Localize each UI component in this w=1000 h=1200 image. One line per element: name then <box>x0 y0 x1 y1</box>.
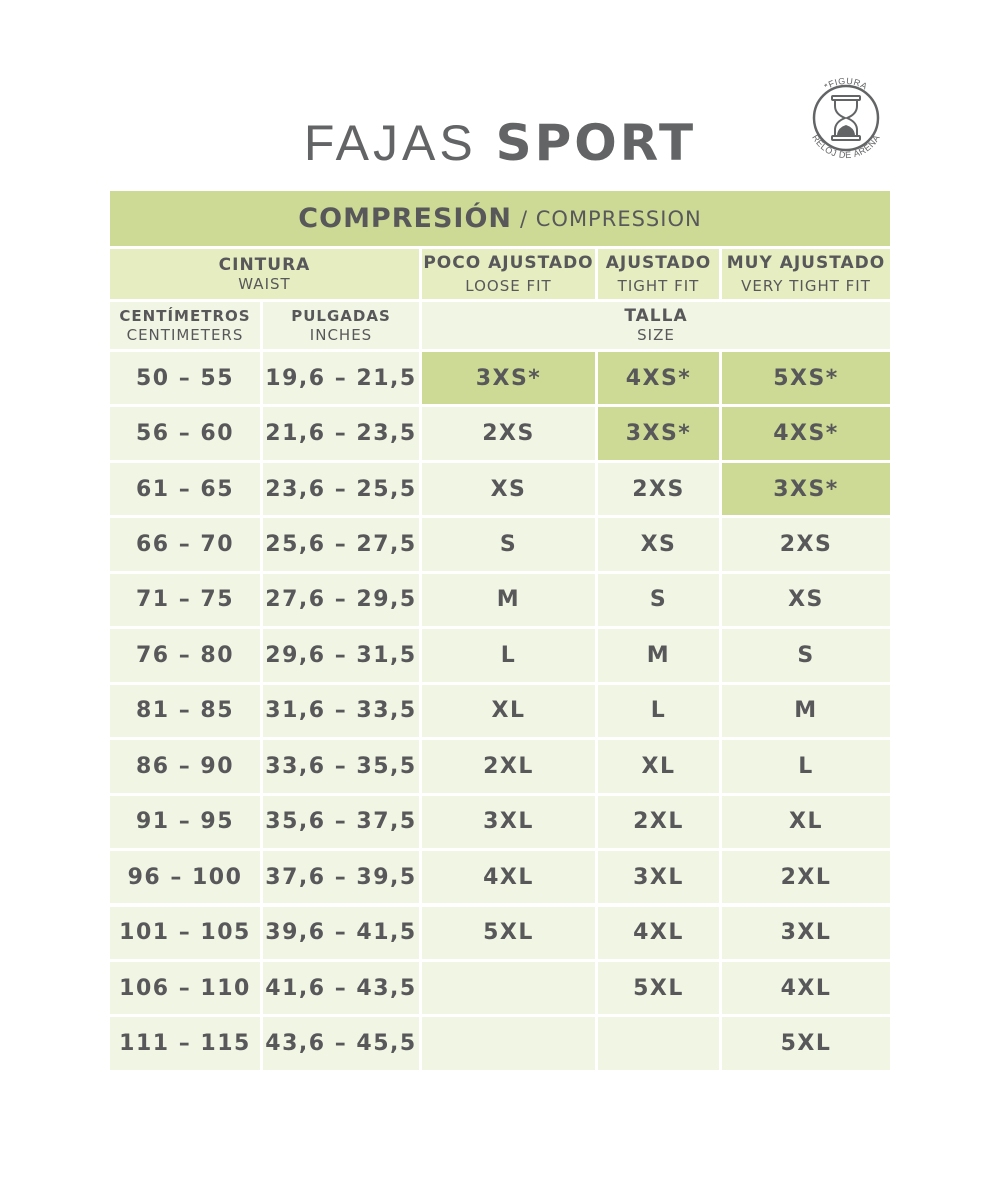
tight-fit-cell <box>598 574 719 626</box>
cell-value: 31,6 – 33,5 <box>265 698 417 724</box>
loose-fit-cell <box>422 352 595 404</box>
cell-value: 37,6 – 39,5 <box>265 864 417 890</box>
cell-value: 2XS <box>779 532 833 558</box>
badge-bottom-text: RELOJ DE ARENA <box>810 132 882 161</box>
very-tight-fit-cell <box>722 352 890 404</box>
cell-value: 86 – 90 <box>135 753 235 779</box>
cell-value: 4XL <box>483 864 534 890</box>
inches-header <box>263 302 419 349</box>
cell-value: 111 – 115 <box>119 1031 251 1057</box>
waist-label: CINTURA <box>218 254 311 275</box>
badge-top-text: *FIGURA <box>822 75 870 92</box>
cm-cell <box>110 1017 260 1069</box>
inches-cell <box>263 352 419 404</box>
tight-fit-cell <box>598 629 719 681</box>
cell-value: 39,6 – 41,5 <box>265 920 417 946</box>
inches-cell <box>263 907 419 959</box>
loose-fit-cell <box>422 685 595 737</box>
waist-header <box>110 249 419 299</box>
cell-value: 3XS* <box>475 365 542 391</box>
loose-fit-label: POCO AJUSTADO <box>423 252 594 273</box>
cm-cell <box>110 352 260 404</box>
tight-fit-cell <box>598 796 719 848</box>
cell-value: 4XL <box>633 920 684 946</box>
cell-value: 5XL <box>780 1031 832 1057</box>
cm-cell <box>110 629 260 681</box>
waist-label-en: WAIST <box>238 274 291 293</box>
cell-value: 101 – 105 <box>119 920 251 946</box>
very-tight-fit-cell <box>722 629 890 681</box>
cell-value: 3XL <box>483 809 534 835</box>
cell-value: 23,6 – 25,5 <box>265 476 417 502</box>
cell-value: 56 – 60 <box>135 421 235 447</box>
tight-fit-cell <box>598 685 719 737</box>
cell-value: 2XS <box>632 476 685 502</box>
cm-cell <box>110 574 260 626</box>
very-tight-fit-header <box>722 249 890 299</box>
cell-value: 3XS* <box>773 476 839 502</box>
cell-value: XS <box>490 476 527 502</box>
cell-value: 3XL <box>633 864 684 890</box>
loose-fit-cell <box>422 407 595 459</box>
very-tight-fit-cell <box>722 907 890 959</box>
cell-value: 2XS <box>482 421 535 447</box>
loose-fit-cell <box>422 629 595 681</box>
cell-value: 76 – 80 <box>135 642 235 668</box>
cell-value: XS <box>788 587 824 613</box>
loose-fit-cell <box>422 1017 595 1069</box>
very-tight-fit-cell <box>722 851 890 903</box>
cell-value: 61 – 65 <box>135 476 235 502</box>
tight-fit-cell <box>598 851 719 903</box>
hourglass-icon <box>804 70 888 170</box>
cell-value: 5XS* <box>773 365 839 391</box>
cm-cell <box>110 463 260 515</box>
title-light: FAJAS <box>303 115 477 171</box>
cell-value: L <box>650 698 667 724</box>
inches-cell <box>263 574 419 626</box>
cell-value: 41,6 – 43,5 <box>265 975 417 1001</box>
cell-value: 4XS* <box>773 421 839 447</box>
cell-value: L <box>798 753 814 779</box>
cell-value: 2XL <box>633 809 684 835</box>
cell-value: 3XS* <box>625 421 692 447</box>
loose-fit-cell <box>422 907 595 959</box>
compression-label-en: / COMPRESSION <box>520 206 702 231</box>
inches-cell <box>263 518 419 570</box>
tight-fit-cell <box>598 463 719 515</box>
cm-cell <box>110 907 260 959</box>
cell-value: 21,6 – 23,5 <box>265 421 417 447</box>
title-bold: SPORT <box>495 114 697 172</box>
cell-value: 96 – 100 <box>127 864 243 890</box>
cm-cell <box>110 962 260 1014</box>
centimeters-header <box>110 302 260 349</box>
loose-fit-cell <box>422 796 595 848</box>
cm-cell <box>110 407 260 459</box>
tight-fit-cell <box>598 740 719 792</box>
cell-value: XS <box>640 532 677 558</box>
cell-value: XL <box>789 809 823 835</box>
tight-fit-cell <box>598 352 719 404</box>
inches-cell <box>263 1017 419 1069</box>
cell-value: XL <box>491 698 526 724</box>
size-label-en: SIZE <box>637 326 675 344</box>
very-tight-fit-label: MUY AJUSTADO <box>726 252 886 273</box>
cell-value: L <box>500 642 517 668</box>
inches-cell <box>263 629 419 681</box>
cell-value: S <box>649 587 668 613</box>
centimeters-label-en: CENTIMETERS <box>126 325 244 344</box>
cm-cell <box>110 685 260 737</box>
cell-value: 50 – 55 <box>135 365 235 391</box>
tight-fit-cell <box>598 962 719 1014</box>
cell-value: 4XS* <box>625 365 692 391</box>
size-header <box>422 302 890 349</box>
very-tight-fit-cell <box>722 962 890 1014</box>
very-tight-fit-cell <box>722 463 890 515</box>
loose-fit-header <box>422 249 595 299</box>
very-tight-fit-cell <box>722 740 890 792</box>
cell-value: 27,6 – 29,5 <box>265 587 417 613</box>
tight-fit-label: AJUSTADO <box>605 252 712 273</box>
cell-value: 106 – 110 <box>119 975 251 1001</box>
inches-cell <box>263 463 419 515</box>
cell-value: 81 – 85 <box>135 698 235 724</box>
cell-value: XL <box>641 753 676 779</box>
cell-value: 19,6 – 21,5 <box>265 365 417 391</box>
cell-value: 5XL <box>483 920 534 946</box>
compression-header <box>110 191 890 246</box>
loose-fit-cell <box>422 574 595 626</box>
loose-fit-cell <box>422 851 595 903</box>
cell-value: M <box>496 587 521 613</box>
compression-label: COMPRESIÓN <box>298 203 512 234</box>
cm-cell <box>110 740 260 792</box>
very-tight-fit-cell <box>722 518 890 570</box>
cell-value: 5XL <box>633 975 684 1001</box>
very-tight-fit-cell <box>722 796 890 848</box>
cell-value: 35,6 – 37,5 <box>265 809 417 835</box>
tight-fit-cell <box>598 1017 719 1069</box>
very-tight-fit-cell <box>722 1017 890 1069</box>
cell-value: 2XL <box>483 753 534 779</box>
loose-fit-cell <box>422 740 595 792</box>
tight-fit-cell <box>598 407 719 459</box>
centimeters-label: CENTÍMETROS <box>119 306 251 325</box>
tight-fit-cell <box>598 518 719 570</box>
cm-cell <box>110 796 260 848</box>
size-label: TALLA <box>624 306 688 326</box>
very-tight-fit-cell <box>722 407 890 459</box>
cell-value: 71 – 75 <box>135 587 235 613</box>
cell-value: S <box>797 642 815 668</box>
cell-value: 43,6 – 45,5 <box>265 1031 417 1057</box>
inches-cell <box>263 407 419 459</box>
inches-cell <box>263 740 419 792</box>
tight-fit-label-en: TIGHT FIT <box>617 276 700 295</box>
very-tight-fit-label-en: VERY TIGHT FIT <box>741 276 871 295</box>
cm-cell <box>110 518 260 570</box>
cell-value: 25,6 – 27,5 <box>265 532 417 558</box>
tight-fit-header <box>598 249 719 299</box>
cell-value: 91 – 95 <box>135 809 235 835</box>
cell-value: 29,6 – 31,5 <box>265 642 417 668</box>
very-tight-fit-cell <box>722 685 890 737</box>
cell-value: 33,6 – 35,5 <box>265 753 417 779</box>
very-tight-fit-cell <box>722 574 890 626</box>
cell-value: M <box>794 698 818 724</box>
inches-cell <box>263 685 419 737</box>
cell-value: M <box>646 642 671 668</box>
cm-cell <box>110 851 260 903</box>
loose-fit-cell <box>422 518 595 570</box>
cell-value: 2XL <box>780 864 832 890</box>
cell-value: 66 – 70 <box>135 532 235 558</box>
loose-fit-cell <box>422 463 595 515</box>
inches-label: PULGADAS <box>291 306 391 325</box>
inches-cell <box>263 796 419 848</box>
hourglass-badge <box>804 70 888 170</box>
inches-cell <box>263 962 419 1014</box>
inches-cell <box>263 851 419 903</box>
loose-fit-label-en: LOOSE FIT <box>465 276 552 295</box>
cell-value: 3XL <box>780 920 832 946</box>
cell-value: 4XL <box>780 975 832 1001</box>
inches-label-en: INCHES <box>309 325 373 344</box>
loose-fit-cell <box>422 962 595 1014</box>
cell-value: S <box>499 532 518 558</box>
tight-fit-cell <box>598 907 719 959</box>
